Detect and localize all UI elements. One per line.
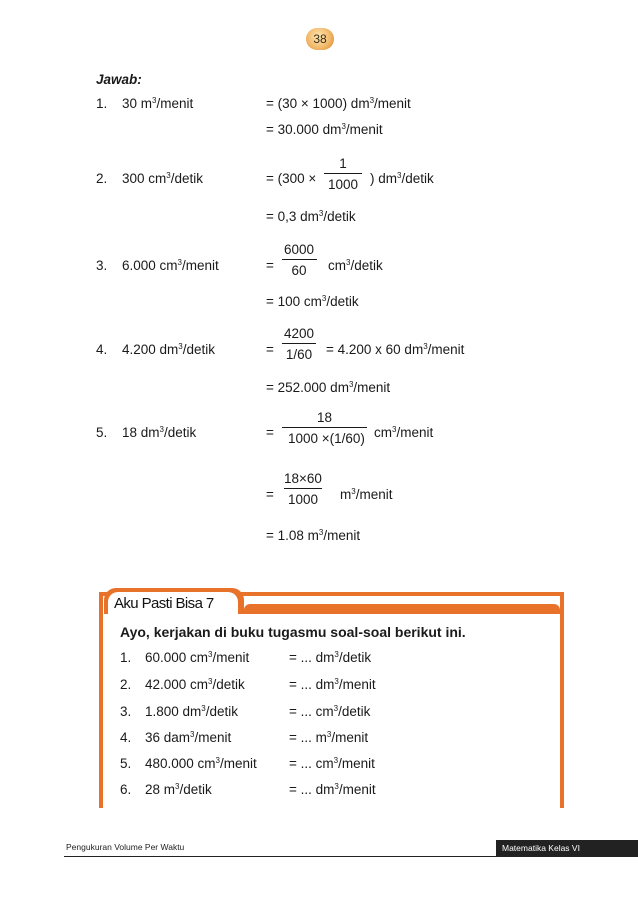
answer-5-result: = 1.08 $m^3$/menit [266,528,361,543]
exercise-item-question: 1.800 $dm^3$/detik [145,704,239,719]
answer-5-unit-1: $cm^3$/menit [374,425,434,440]
answer-2-number: 2. [96,171,108,186]
fraction-denominator: 1/60 [282,343,316,362]
exercise-item-number: 6. [120,782,132,797]
exercise-item-answer: = ... $cm^3$/menit [289,756,375,771]
answer-5-number: 5. [96,425,108,440]
page-number: 38 [306,28,334,50]
answer-1-question: 30 $m^3$/menit [122,96,194,111]
answer-1-number: 1. [96,96,108,111]
exercise-item-question: 480.000 $cm^3$/menit [145,756,257,771]
exercise-item-answer: = ... $dm^3$/detik [289,650,372,665]
footer-book-title: Matematika Kelas VI [496,840,638,856]
answer-2-unit: ) $dm^3$/detik [370,171,434,186]
exercise-item-number: 2. [120,677,132,692]
footer-divider [64,856,638,857]
fraction-numerator: 1 [339,156,347,171]
answer-5-fraction-2 [280,471,326,507]
exercise-item-question: 42.000 $cm^3$/detik [145,677,245,692]
answer-5-equals-2: = [266,487,274,502]
exercise-item-answer: = ... $m^3$/menit [289,730,369,745]
exercise-item-question: 28 $m^3$/detik [145,782,212,797]
answer-2-question: 300 $cm^3$/detik [122,171,204,186]
exercise-item-number: 4. [120,730,132,745]
answer-3-unit: $cm^3$/detik [328,258,383,273]
fraction-denominator: 1000 [284,488,322,507]
answer-4-question: 4.200 $dm^3$/detik [122,342,216,357]
fraction-numerator: 18 [316,410,332,425]
answer-1-step-2: = 30.000 $dm^3$/menit [266,122,383,137]
answer-2-equals: = (300 × [266,171,317,186]
answer-3-question: 6.000 $cm^3$/menit [122,258,219,273]
answer-4-equals: = [266,342,274,357]
answer-3-result: = 100 $cm^3$/detik [266,294,359,309]
exercise-header-bar [244,604,560,614]
exercise-item-answer: = ... $dm^3$/menit [289,782,376,797]
answer-5-equals: = [266,425,274,440]
jawab-label: Jawab: [96,72,142,87]
answer-5-question: 18 $dm^3$/detik [122,425,197,440]
answer-3-fraction [280,242,318,278]
answer-5-unit-2: $m^3$/menit [340,487,393,502]
exercise-item-question: 60.000 $cm^3$/menit [145,650,250,665]
fraction-denominator: 60 [282,259,317,278]
answer-4-number: 4. [96,342,108,357]
answer-2-result: = 0,3 $dm^3$/detik [266,209,356,224]
answer-4-step: = 4.200 x 60 $dm^3$/menit [326,342,465,357]
answer-2-fraction [324,156,362,192]
fraction-denominator: 1000 ×(1/60) [282,427,367,446]
exercise-item-answer: = ... $cm^3$/detik [289,704,371,719]
answer-3-equals: = [266,258,274,273]
answer-5-fraction-1 [282,410,367,446]
answer-3-number: 3. [96,258,108,273]
answer-4-fraction [280,326,318,362]
exercise-item-number: 5. [120,756,132,771]
exercise-item-question: 36 dam$^3$/menit [145,730,232,745]
footer-chapter-title: Pengukuran Volume Per Waktu [66,842,185,852]
fraction-denominator: 1000 [324,173,362,192]
fraction-numerator: 18×60 [284,471,322,486]
exercise-instruction: Ayo, kerjakan di buku tugasmu soal-soal berikut ini. [120,624,466,640]
exercise-item-number: 3. [120,704,132,719]
exercise-item-answer: = ... $dm^3$/menit [289,677,376,692]
exercise-item-number: 1. [120,650,132,665]
answer-1-step-1: = (30 × 1000) $dm^3$/menit [266,96,411,111]
fraction-numerator: 4200 [284,326,315,341]
answer-4-result: = 252.000 $dm^3$/menit [266,380,391,395]
fraction-numerator: 6000 [284,242,315,257]
exercise-title: Aku Pasti Bisa 7 [108,592,238,616]
